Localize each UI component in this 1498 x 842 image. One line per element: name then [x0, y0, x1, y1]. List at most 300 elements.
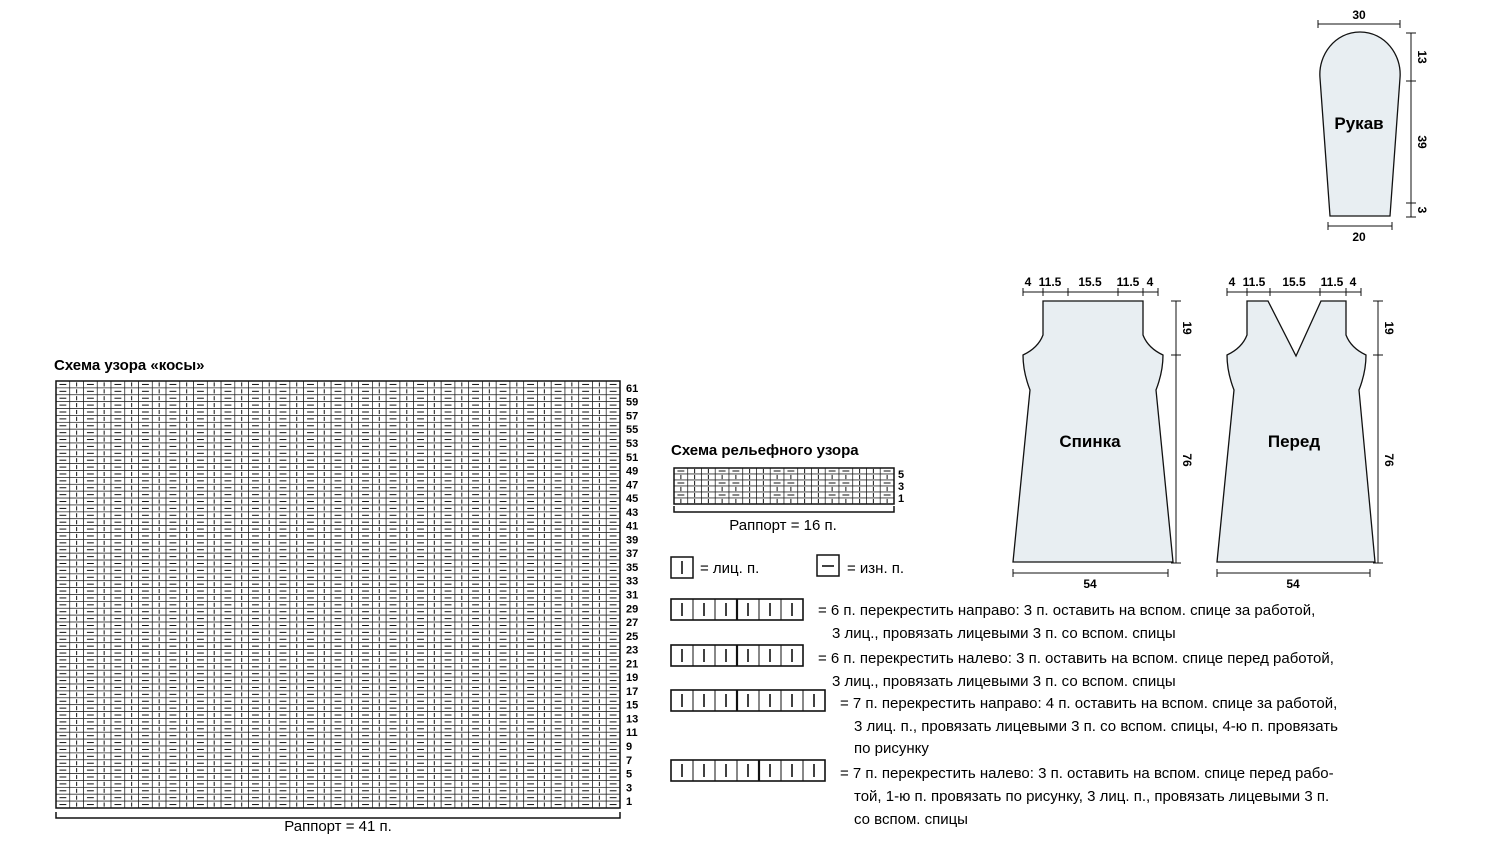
braid-cell [386, 629, 400, 636]
braid-cell [235, 539, 249, 546]
braid-cell [56, 443, 70, 450]
braid-cell [386, 443, 400, 450]
braid-cell [304, 615, 318, 622]
braid-cell [606, 622, 620, 629]
braid-cell [606, 780, 620, 787]
braid-cell [235, 601, 249, 608]
braid-cell [414, 691, 428, 698]
braid-cell [482, 553, 496, 560]
braid-cell [111, 650, 125, 657]
braid-cell [221, 498, 235, 505]
relief-cell [825, 486, 839, 492]
braid-cell [84, 477, 98, 484]
braid-cell [372, 574, 386, 581]
braid-cell [345, 471, 359, 478]
braid-cell [482, 746, 496, 753]
braid-cell [180, 560, 194, 567]
braid-row-number: 7 [626, 755, 632, 767]
braid-cell [125, 477, 139, 484]
braid-cell [235, 718, 249, 725]
braid-cell [317, 712, 331, 719]
braid-cell [194, 774, 208, 781]
braid-cell [331, 601, 345, 608]
braid-cell [207, 608, 221, 615]
braid-cell [386, 615, 400, 622]
braid-cell [469, 422, 483, 429]
braid-cell [111, 567, 125, 574]
braid-cell [386, 519, 400, 526]
braid-cell [84, 725, 98, 732]
relief-cell [784, 480, 798, 486]
braid-cell [551, 712, 565, 719]
braid-cell [249, 677, 263, 684]
braid-cell [496, 780, 510, 787]
braid-cell [455, 546, 469, 553]
braid-cell [400, 643, 414, 650]
relief-cell [757, 486, 771, 492]
braid-cell [276, 484, 290, 491]
braid-cell [221, 780, 235, 787]
braid-cell [537, 650, 551, 657]
braid-cell [56, 450, 70, 457]
braid-row-number: 9 [626, 741, 632, 753]
braid-cell [111, 574, 125, 581]
braid-cell [345, 794, 359, 801]
braid-cell [592, 601, 606, 608]
relief-cell [674, 486, 688, 492]
braid-cell [262, 477, 276, 484]
braid-cell [97, 622, 111, 629]
braid-cell [207, 684, 221, 691]
braid-cell [606, 533, 620, 540]
braid-cell [180, 588, 194, 595]
braid-cell [262, 402, 276, 409]
braid-cell [166, 505, 180, 512]
braid-cell [345, 760, 359, 767]
braid-row-number: 47 [626, 479, 638, 491]
braid-cell [152, 381, 166, 388]
braid-cell [441, 560, 455, 567]
braid-cell [606, 760, 620, 767]
braid-cell [400, 471, 414, 478]
braid-cell [290, 767, 304, 774]
braid-cell [372, 643, 386, 650]
braid-cell [207, 471, 221, 478]
braid-cell [152, 395, 166, 402]
relief-cell [715, 498, 729, 504]
braid-cell [469, 560, 483, 567]
braid-cell [592, 767, 606, 774]
braid-cell [414, 471, 428, 478]
braid-cell [290, 698, 304, 705]
braid-cell [304, 794, 318, 801]
braid-cell [441, 725, 455, 732]
braid-cell [139, 656, 153, 663]
braid-cell [441, 753, 455, 760]
braid-cell [111, 801, 125, 808]
braid-cell [592, 388, 606, 395]
braid-cell [482, 787, 496, 794]
braid-row-number: 3 [626, 782, 632, 794]
braid-cell [386, 739, 400, 746]
braid-cell [152, 691, 166, 698]
braid-cell [496, 705, 510, 712]
braid-cell [304, 670, 318, 677]
back-top-dim-1: 4 [1025, 275, 1032, 289]
relief-cell [743, 498, 757, 504]
braid-cell [455, 698, 469, 705]
relief-cell [784, 474, 798, 480]
braid-cell [56, 732, 70, 739]
braid-cell [606, 422, 620, 429]
braid-cell [345, 546, 359, 553]
braid-cell [551, 539, 565, 546]
braid-cell [180, 498, 194, 505]
braid-cell [537, 484, 551, 491]
braid-cell [111, 519, 125, 526]
braid-cell [70, 608, 84, 615]
braid-cell [235, 732, 249, 739]
braid-cell [56, 753, 70, 760]
braid-cell [496, 546, 510, 553]
braid-cell [524, 457, 538, 464]
braid-cell [70, 422, 84, 429]
braid-cell [482, 436, 496, 443]
braid-cell [592, 526, 606, 533]
braid-cell [194, 691, 208, 698]
back-top-dim-2: 11.5 [1039, 275, 1062, 289]
braid-cell [97, 512, 111, 519]
braid-cell [414, 663, 428, 670]
braid-cell [70, 464, 84, 471]
braid-cell [482, 443, 496, 450]
braid-cell [565, 677, 579, 684]
legend-cross6-left-line1: = 6 п. перекрестить налево: 3 п. оставить на вспом. спице перед работой, [818, 650, 1334, 667]
braid-cell [469, 415, 483, 422]
braid-cell [304, 526, 318, 533]
braid-cell [441, 498, 455, 505]
relief-cell [743, 492, 757, 498]
legend-cross7-left-line1: = 7 п. перекрестить налево: 3 п. оставить на вспом. спице перед рабо- [840, 765, 1334, 782]
braid-cell [510, 650, 524, 657]
braid-cell [592, 698, 606, 705]
braid-cell [441, 718, 455, 725]
braid-cell [97, 567, 111, 574]
braid-cell [56, 484, 70, 491]
braid-cell [331, 670, 345, 677]
braid-cell [510, 698, 524, 705]
braid-cell [152, 787, 166, 794]
relief-cell [770, 498, 784, 504]
braid-cell [496, 498, 510, 505]
braid-cell [304, 588, 318, 595]
braid-cell [427, 595, 441, 602]
braid-cell [84, 422, 98, 429]
braid-cell [606, 402, 620, 409]
braid-cell [70, 498, 84, 505]
braid-cell [386, 780, 400, 787]
braid-cell [84, 553, 98, 560]
braid-cell [359, 553, 373, 560]
braid-cell [524, 443, 538, 450]
braid-cell [482, 457, 496, 464]
braid-cell [317, 677, 331, 684]
braid-cell [139, 780, 153, 787]
braid-cell [207, 656, 221, 663]
braid-cell [317, 650, 331, 657]
braid-cell [592, 746, 606, 753]
braid-cell [70, 650, 84, 657]
braid-cell [235, 519, 249, 526]
braid-cell [441, 663, 455, 670]
braid-cell [441, 705, 455, 712]
braid-cell [97, 636, 111, 643]
braid-cell [180, 526, 194, 533]
braid-cell [565, 491, 579, 498]
braid-cell [441, 553, 455, 560]
braid-cell [125, 546, 139, 553]
braid-cell [537, 402, 551, 409]
braid-cell [400, 436, 414, 443]
braid-cell [592, 484, 606, 491]
braid-cell [207, 567, 221, 574]
braid-cell [139, 464, 153, 471]
braid-cell [565, 684, 579, 691]
braid-cell [125, 422, 139, 429]
braid-cell [221, 746, 235, 753]
braid-cell [207, 636, 221, 643]
braid-cell [455, 512, 469, 519]
braid-cell [97, 574, 111, 581]
braid-cell [166, 794, 180, 801]
braid-cell [331, 471, 345, 478]
braid-cell [455, 402, 469, 409]
braid-cell [537, 422, 551, 429]
braid-cell [276, 443, 290, 450]
braid-cell [125, 415, 139, 422]
braid-cell [276, 691, 290, 698]
braid-cell [235, 381, 249, 388]
braid-cell [180, 546, 194, 553]
braid-cell [579, 429, 593, 436]
braid-cell [455, 436, 469, 443]
braid-cell [386, 505, 400, 512]
braid-cell [166, 526, 180, 533]
braid-cell [510, 718, 524, 725]
braid-cell [125, 512, 139, 519]
braid-cell [290, 663, 304, 670]
braid-cell [524, 746, 538, 753]
braid-cell [84, 601, 98, 608]
braid-cell [235, 388, 249, 395]
braid-cell [386, 546, 400, 553]
braid-cell [56, 629, 70, 636]
braid-cell [359, 794, 373, 801]
braid-cell [152, 677, 166, 684]
braid-cell [565, 450, 579, 457]
braid-cell [235, 801, 249, 808]
braid-cell [56, 477, 70, 484]
braid-cell [469, 677, 483, 684]
relief-cell [743, 480, 757, 486]
braid-cell [400, 381, 414, 388]
braid-cell [221, 457, 235, 464]
braid-cell [331, 767, 345, 774]
braid-cell [496, 588, 510, 595]
braid-cell [166, 705, 180, 712]
braid-cell [441, 794, 455, 801]
braid-cell [276, 436, 290, 443]
braid-cell [304, 601, 318, 608]
braid-cell [579, 533, 593, 540]
braid-cell [180, 553, 194, 560]
braid-cell [331, 457, 345, 464]
braid-cell [262, 409, 276, 416]
braid-cell [70, 388, 84, 395]
braid-cell [97, 381, 111, 388]
braid-cell [579, 477, 593, 484]
braid-cell [166, 718, 180, 725]
braid-cell [372, 691, 386, 698]
braid-cell [125, 732, 139, 739]
braid-cell [427, 546, 441, 553]
braid-cell [84, 677, 98, 684]
braid-cell [345, 505, 359, 512]
braid-cell [221, 677, 235, 684]
braid-cell [166, 691, 180, 698]
braid-cell [537, 409, 551, 416]
braid-cell [592, 712, 606, 719]
braid-cell [221, 684, 235, 691]
braid-cell [400, 512, 414, 519]
braid-cell [70, 477, 84, 484]
relief-cell [784, 486, 798, 492]
braid-cell [70, 725, 84, 732]
braid-cell [111, 732, 125, 739]
braid-cell [455, 622, 469, 629]
braid-cell [56, 519, 70, 526]
braid-cell [345, 450, 359, 457]
braid-cell [139, 395, 153, 402]
braid-cell [152, 539, 166, 546]
braid-cell [262, 780, 276, 787]
braid-cell [482, 601, 496, 608]
braid-cell [482, 395, 496, 402]
braid-cell [414, 553, 428, 560]
braid-cell [592, 409, 606, 416]
braid-cell [414, 436, 428, 443]
relief-cell [729, 498, 743, 504]
braid-cell [496, 471, 510, 478]
braid-cell [97, 539, 111, 546]
braid-cell [152, 436, 166, 443]
braid-cell [207, 601, 221, 608]
braid-cell [414, 746, 428, 753]
braid-cell [276, 650, 290, 657]
relief-cell [688, 474, 702, 480]
braid-cell [359, 491, 373, 498]
braid-cell [414, 505, 428, 512]
braid-cell [207, 780, 221, 787]
braid-cell [70, 691, 84, 698]
braid-cell [125, 677, 139, 684]
braid-cell [592, 760, 606, 767]
braid-cell [56, 739, 70, 746]
braid-cell [414, 780, 428, 787]
braid-cell [125, 381, 139, 388]
braid-cell [84, 484, 98, 491]
braid-cell [551, 739, 565, 746]
braid-cell [304, 581, 318, 588]
braid-cell [551, 622, 565, 629]
braid-cell [537, 718, 551, 725]
braid-cell [359, 512, 373, 519]
braid-cell [345, 415, 359, 422]
braid-cell [97, 484, 111, 491]
braid-cell [152, 650, 166, 657]
braid-cell [166, 629, 180, 636]
braid-cell [317, 533, 331, 540]
braid-cell [455, 705, 469, 712]
braid-cell [180, 464, 194, 471]
braid-cell [510, 615, 524, 622]
braid-cell [152, 753, 166, 760]
braid-cell [331, 677, 345, 684]
braid-cell [84, 663, 98, 670]
braid-cell [537, 608, 551, 615]
braid-cell [97, 477, 111, 484]
braid-cell [290, 443, 304, 450]
braid-cell [317, 498, 331, 505]
braid-cell [441, 801, 455, 808]
braid-cell [482, 801, 496, 808]
braid-cell [262, 581, 276, 588]
braid-cell [221, 767, 235, 774]
braid-cell [84, 457, 98, 464]
braid-row-number: 31 [626, 590, 638, 602]
braid-cell [579, 415, 593, 422]
braid-cell [331, 629, 345, 636]
braid-cell [400, 794, 414, 801]
braid-cell [524, 588, 538, 595]
braid-cell [469, 615, 483, 622]
braid-cell [317, 787, 331, 794]
braid-cell [551, 595, 565, 602]
braid-cell [56, 553, 70, 560]
braid-cell [180, 595, 194, 602]
braid-cell [249, 464, 263, 471]
braid-cell [386, 636, 400, 643]
braid-cell [551, 663, 565, 670]
braid-cell [414, 560, 428, 567]
braid-cell [606, 636, 620, 643]
braid-cell [166, 725, 180, 732]
braid-cell [111, 629, 125, 636]
braid-cell [111, 491, 125, 498]
braid-cell [152, 519, 166, 526]
braid-cell [56, 588, 70, 595]
braid-cell [482, 546, 496, 553]
braid-cell [180, 656, 194, 663]
braid-cell [414, 650, 428, 657]
braid-cell [249, 415, 263, 422]
braid-cell [290, 477, 304, 484]
braid-cell [386, 395, 400, 402]
back-top-dim-3: 15.5 [1078, 275, 1102, 289]
braid-cell [152, 732, 166, 739]
braid-cell [455, 753, 469, 760]
braid-cell [482, 780, 496, 787]
